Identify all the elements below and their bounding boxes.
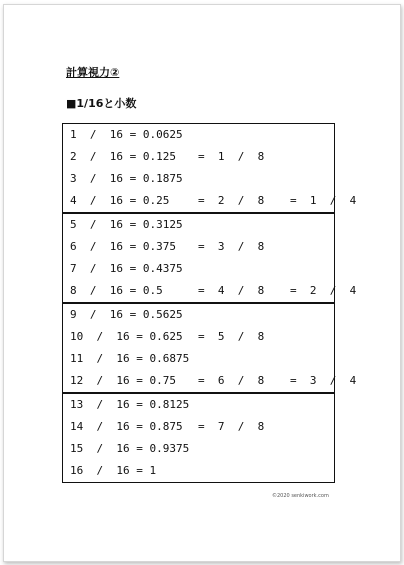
eighths-cell: = 2 / 8 — [198, 194, 265, 207]
eighths-cell: = 6 / 8 — [198, 374, 265, 387]
table-row — [63, 438, 334, 460]
quarters-cell: = 3 / 4 — [290, 374, 357, 387]
quarters-cell: = 1 / 4 — [290, 194, 357, 207]
decimal-cell: 12 / 16 = 0.75 — [70, 374, 176, 387]
decimal-cell: 10 / 16 = 0.625 — [70, 330, 183, 343]
table-row — [63, 370, 357, 392]
table-group — [63, 212, 357, 302]
table-row — [63, 280, 357, 302]
table-row — [63, 124, 334, 146]
decimal-cell: 6 / 16 = 0.375 — [70, 240, 176, 253]
table-row — [63, 168, 334, 190]
quarters-cell: = 2 / 4 — [290, 284, 357, 297]
copyright-notice: ©2020 senkiwork.com — [272, 493, 329, 499]
section-heading: ■1/16と小数 — [66, 97, 137, 110]
decimal-cell: 11 / 16 = 0.6875 — [70, 352, 190, 365]
table-row — [63, 394, 334, 416]
page-title: 計算視力② — [66, 66, 120, 79]
table-row — [63, 190, 357, 212]
decimal-cell: 4 / 16 = 0.25 — [70, 194, 170, 207]
table-group — [63, 392, 334, 482]
decimal-cell: 8 / 16 = 0.5 — [70, 284, 163, 297]
decimal-cell: 14 / 16 = 0.875 — [70, 420, 183, 433]
decimal-cell: 15 / 16 = 0.9375 — [70, 442, 190, 455]
decimal-cell: 2 / 16 = 0.125 — [70, 150, 176, 163]
table-row — [63, 326, 334, 348]
decimal-cell: 1 / 16 = 0.0625 — [70, 128, 183, 141]
table-row — [63, 416, 334, 438]
decimal-cell: 5 / 16 = 0.3125 — [70, 218, 183, 231]
table-group — [63, 124, 357, 212]
table-row — [63, 460, 334, 482]
eighths-cell: = 7 / 8 — [198, 420, 265, 433]
decimal-cell: 13 / 16 = 0.8125 — [70, 398, 190, 411]
eighths-cell: = 5 / 8 — [198, 330, 265, 343]
table-row — [63, 348, 334, 370]
eighths-cell: = 3 / 8 — [198, 240, 265, 253]
table-row — [63, 304, 334, 326]
eighths-cell: = 4 / 8 — [198, 284, 265, 297]
eighths-cell: = 1 / 8 — [198, 150, 265, 163]
decimal-cell: 3 / 16 = 0.1875 — [70, 172, 183, 185]
table-row — [63, 146, 334, 168]
decimal-cell: 9 / 16 = 0.5625 — [70, 308, 183, 321]
decimal-cell: 7 / 16 = 0.4375 — [70, 262, 183, 275]
decimal-cell: 16 / 16 = 1 — [70, 464, 157, 477]
table-row — [63, 236, 334, 258]
table-row — [63, 258, 334, 280]
table-row — [63, 214, 334, 236]
table-group — [63, 302, 357, 392]
fraction-table — [62, 123, 357, 483]
